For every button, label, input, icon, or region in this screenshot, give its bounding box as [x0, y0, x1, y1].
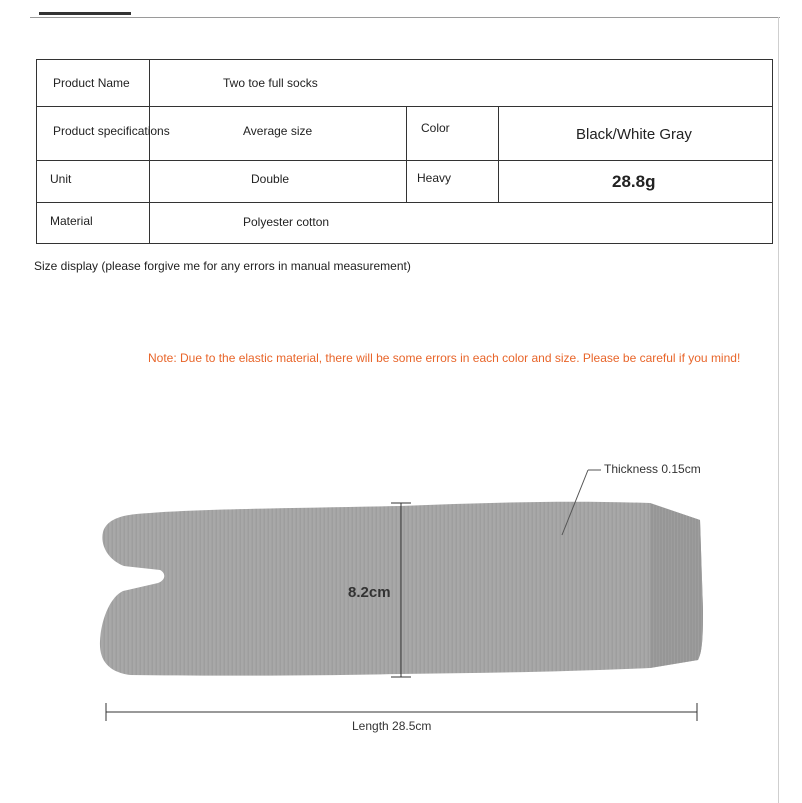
height-label: 8.2cm	[348, 584, 391, 601]
material-value: Polyester cotton	[243, 215, 330, 229]
material-label: Material	[50, 214, 93, 228]
color-value: Black/White Gray	[576, 126, 692, 143]
thickness-label: Thickness 0.15cm	[604, 462, 701, 476]
product-name-label: Product Name	[53, 76, 130, 90]
specifications-label: Product specifications	[53, 124, 170, 138]
specifications-value: Average size	[243, 124, 313, 138]
product-name-value: Two toe full socks	[223, 76, 318, 90]
weight-value: 28.8g	[612, 172, 656, 191]
unit-value: Double	[251, 172, 290, 186]
elastic-note: Note: Due to the elastic material, there will be some errors in each color and size. Please be careful if you mind!	[148, 351, 741, 365]
color-label: Color	[421, 121, 450, 135]
unit-label: Unit	[50, 172, 72, 186]
length-label: Length 28.5cm	[352, 719, 432, 733]
sock-cuff	[650, 503, 703, 668]
weight-label: Heavy	[417, 171, 452, 185]
size-caption: Size display (please forgive me for any errors in manual measurement)	[34, 259, 411, 273]
